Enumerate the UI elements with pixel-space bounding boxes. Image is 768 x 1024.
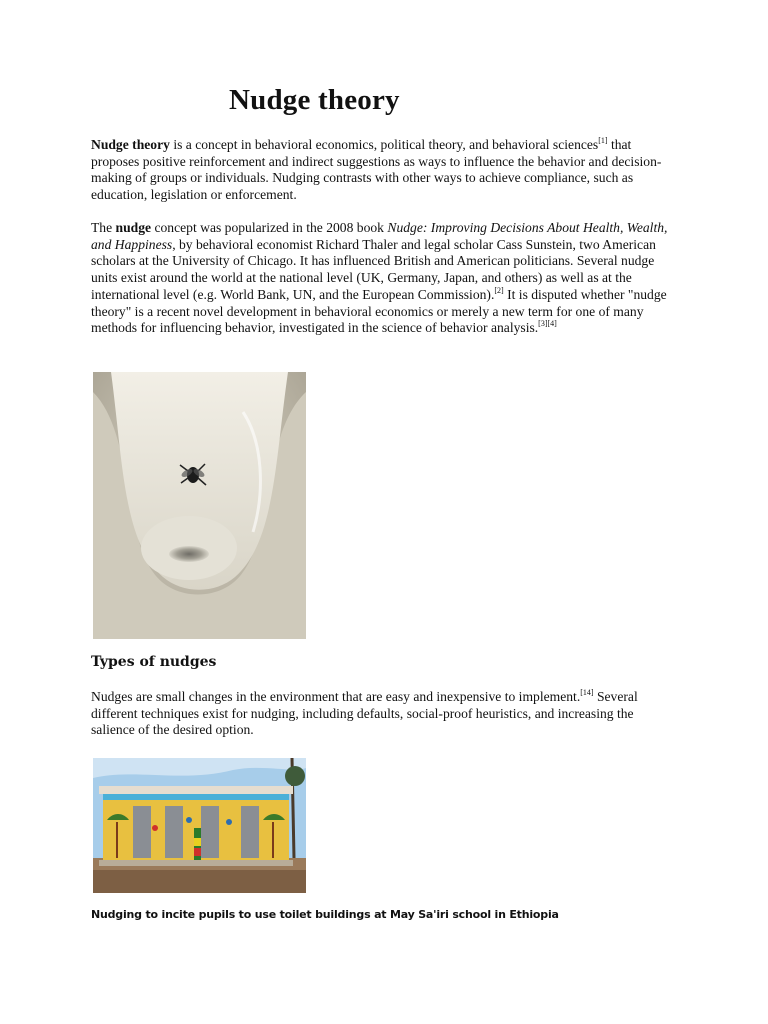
- citation-link[interactable]: [2]: [494, 285, 504, 295]
- intro-paragraph: [91, 137, 677, 204]
- history-text: It is disputed whether "nudge theory" is a recent novel development in behavioral economics or merely a new term for one of many methods for influencing behavior, investigated in the science of behavior analysis.: [91, 286, 667, 336]
- intro-text-cont: that proposes positive reinforcement and indirect suggestions as ways to influence the behavior and decision-making of groups or individuals. Nudging contrasts with other ways to achieve compliance, such as education, legislation or enforcement.: [91, 137, 662, 203]
- section-heading: Types of nudges: [91, 654, 217, 670]
- term-bold: Nudge theory: [91, 137, 170, 152]
- citation-link[interactable]: [3][4]: [538, 319, 557, 329]
- history-paragraph: [91, 220, 677, 337]
- types-paragraph: [91, 689, 677, 739]
- term-bold: nudge: [115, 220, 152, 235]
- urinal-fly-image: [93, 372, 306, 639]
- book-title: Nudge: Improving Decisions About Health, Wealth, and Happiness: [91, 220, 668, 252]
- school-toilets-image: [93, 758, 306, 893]
- history-text: The: [91, 220, 116, 235]
- citation-link[interactable]: [1]: [598, 136, 608, 145]
- history-text: , by behavioral economist Richard Thaler and legal scholar Cass Sunstein, two American scholars at the University of Chicago. It has influenced British and American politicians. Several nudge units exist around the world at the national level (UK, Germany, Japan, and others) as well as at the international level (e.g. World Bank, UN, and the European Commission).: [91, 236, 656, 302]
- types-text-cont: Several different techniques exist for nudging, including defaults, social-proof heuristics, and increasing the salience of the desired option.: [91, 689, 638, 738]
- intro-text: is a concept in behavioral economics, political theory, and behavioral sciences: [169, 137, 599, 152]
- citation-link[interactable]: [14]: [580, 688, 594, 697]
- history-text: concept was popularized in the 2008 book: [151, 220, 388, 235]
- types-text: Nudges are small changes in the environment that are easy and inexpensive to implement.: [91, 689, 581, 704]
- page-title: Nudge theory: [229, 84, 400, 116]
- image-caption: Nudging to incite pupils to use toilet buildings at May Sa'iri school in Ethiopia: [91, 908, 559, 921]
